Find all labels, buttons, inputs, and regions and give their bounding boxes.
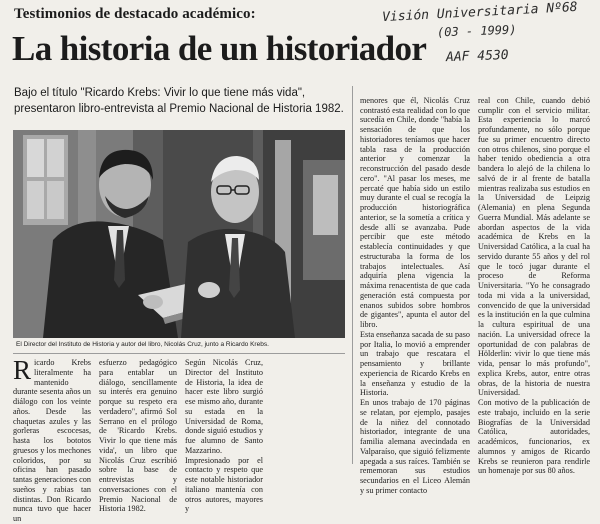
column-3-text: Según Nicolás Cruz, Director del Instituto de Historia, la idea de hacer este libro surgió ese mismo año, durante su estada en la Universidad de Roma, donde siguió estudios y fue alumno de Santo Mazzarino. Impresionado por el contacto y respeto que este notable historiador italiano mantenía con otros autores, mayores y	[185, 358, 263, 514]
column-divider	[352, 86, 353, 464]
article-column-1	[13, 355, 91, 524]
article-column-2	[99, 358, 177, 514]
article-column-4	[360, 86, 470, 495]
deck-summary: Bajo el título "Ricardo Krebs: Vivir lo que tiene más vida", presentaron libro-entrevista al Premio Nacional de Historia 1982.	[14, 87, 344, 115]
column-4-text: menores que él, Nicolás Cruz contrastó esta realidad con lo que sucedía en Chile, donde "había la sensación de que los historiadores teníamos que hacer tabla rasa de la producción anterior y comenzar la reconstrucción del pasado desde cero". "Al pasar los meses, me percaté que había sido un estilo muy durante el cual se recogía la producción historiográfica anterior, se la sometía a crítica y desde allí se avanzaba. Pude percibir que este método establecía continuidades y que estructuraba la forma de los trabajos intelectuales. Así adquiría plena vigencia la máxima renacentista de que cada generación está compuesta por enanos subidos sobre hombros de gigantes", apunta el autor del libro. Esta enseñanza sacada de su paso por Italia, lo movió a emprender un trabajo que rescatara el pensamiento y brillante experiencia de Ricardo Krebs en la enseñanza y estudio de la Historia. En unos trabajo de 170 páginas se relatan, por ejemplo, pasajes de la niñez del connotado historiador, integrante de una familia alemana avecindada en Valparaíso, que siguió felizmente apegada a sus raíces. También se rememoran sus estudios secundarios en el Liceo Alemán y su primer contacto	[360, 95, 470, 495]
column-5-text: real con Chile, cuando debió cumplir con el servicio militar. Esta experiencia lo marcó profundamente, no sólo porque fue su primer encuentro directo con otros chilenos, sino porque el haber tenido obediencia a otra bandera lo alejó de la chilena lo salvó de ir al frente de batalla mientras realizaba sus estudios en la Universidad de Leipzig (Alemania) en plena Segunda Guerra Mundial. Más adelante se abordan aspectos de la vida académica de Krebs en la Universidad Católica, a la cual ha servido durante 55 años y del rol que le tocó jugar durante el proceso de Reforma Universitaria. "Yo he consagrado toda mi vida a la universidad, convencido de que la universidad es la institución en la que culmina la cultura espiritual de una nación. La universidad ofrece la oportunidad de con palabras de Hölderlin: vivir lo que tiene más vida, pensar lo más profundo", explica Krebs, autor, entre otras obras, de la historia de nuestra Universidad. Con motivo de la publicación de este trabajo, incluido en la serie Biografías de la Universidad Católica, autoridades, académicos, funcionarios, ex alumnos y amigos de Ricardo Krebs se reunieron para rendirle un homenaje por sus 80 años.	[478, 95, 590, 476]
kicker: Testimonios de destacado académico:	[14, 6, 256, 22]
column-1-text: icardo Krebs literalmente ha mantenido durante sesenta años un diálogo con los veinte años. Desde las chaquetas azules y las gorleras escocesas, hasta los bototos gruesos y los mechones coloridos, por su oficina han pasado tantas generaciones con sueños y rabias tan distintas. Don Ricardo nunca tuvo que hacer un	[13, 358, 91, 523]
handwritten-source-note: Visión Universitaria Nº68	[381, 0, 578, 26]
article-photo	[13, 130, 345, 338]
photo-caption: El Director del Instituto de Historia y autor del libro, Nicolás Cruz, junto a Ricardo Krebs.	[16, 341, 269, 348]
column-divider-horizontal	[13, 353, 345, 354]
article-column-3	[185, 358, 263, 514]
drop-cap: R	[13, 355, 32, 385]
handwritten-date-note: (03 - 1999)	[436, 22, 517, 40]
headline: La historia de un historiador	[12, 29, 427, 68]
photo-illustration	[13, 130, 345, 338]
handwritten-archive-code: AAF 4530	[445, 47, 509, 66]
column-2-text: esfuerzo pedagógico para entablar un diálogo, sencillamente su interés era genuino porque su respeto era verdadero", afirmó Sol Serrano en el prólogo de 'Ricardo Krebs. Vivir lo que tiene más vida', un libro que Nicolás Cruz escribió sobre la base de entrevistas y conversaciones con el Premio Nacional de Historia 1982.	[99, 358, 177, 514]
article-column-5	[478, 86, 590, 476]
